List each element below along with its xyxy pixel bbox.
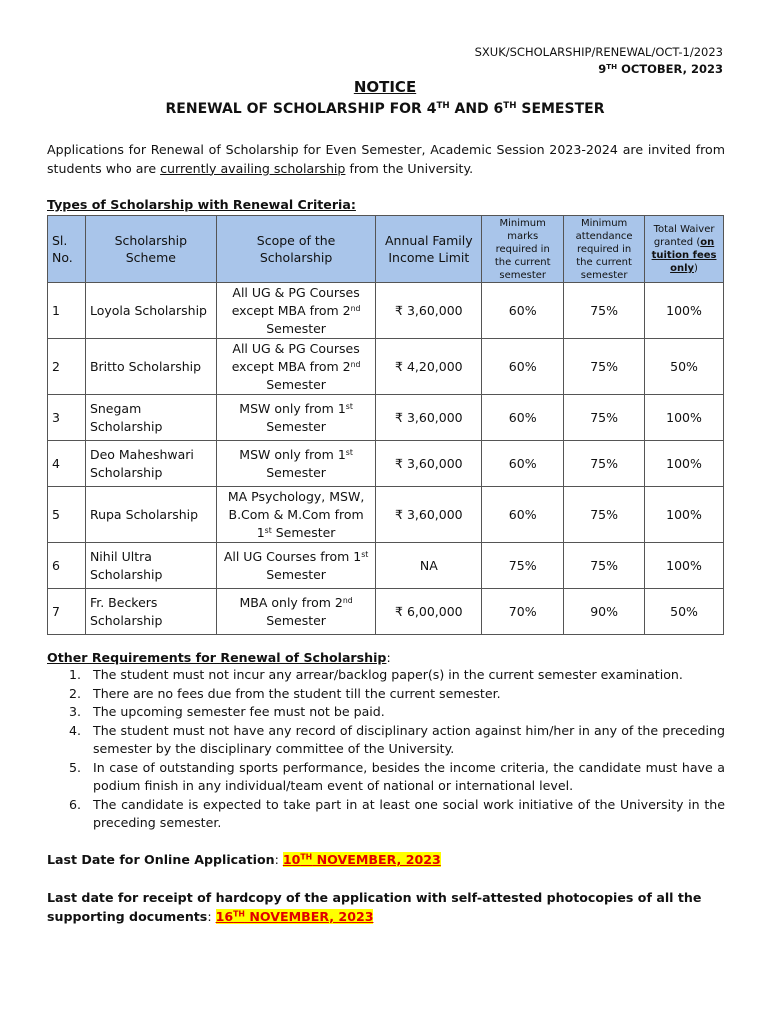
cell-waiver: 50% bbox=[645, 589, 724, 635]
table-header-row bbox=[48, 216, 724, 283]
cell-scheme: Deo Maheshwari Scholarship bbox=[85, 441, 216, 487]
cell-marks: 60% bbox=[482, 441, 564, 487]
cell-income: ₹ 3,60,000 bbox=[376, 283, 482, 339]
header-sl: Sl. No. bbox=[48, 216, 86, 283]
cell-scheme: Fr. Beckers Scholarship bbox=[85, 589, 216, 635]
cell-sl: 3 bbox=[48, 395, 86, 441]
hardcopy-deadline: Last date for receipt of hardcopy of the application with self-attested photocopies of all the supporting documents: 16TH NOVEMBER, 2023 bbox=[47, 890, 702, 924]
cell-attendance: 75% bbox=[564, 395, 645, 441]
header-income: Annual Family Income Limit bbox=[376, 216, 482, 283]
cell-attendance: 75% bbox=[564, 441, 645, 487]
cell-scope: MBA only from 2nd Semester bbox=[216, 589, 376, 635]
list-item: 3. The upcoming semester fee must not be paid. bbox=[69, 704, 385, 719]
table-row bbox=[48, 339, 724, 395]
table-row bbox=[48, 283, 724, 339]
cell-waiver: 100% bbox=[645, 441, 724, 487]
other-requirements-heading: Other Requirements for Renewal of Scholarship: bbox=[47, 650, 391, 665]
list-item: 2. There are no fees due from the student till the current semester. bbox=[69, 685, 501, 701]
header-marks: Minimum marks required in the current semester bbox=[482, 216, 564, 283]
table-row bbox=[48, 441, 724, 487]
header-attendance: Minimum attendance required in the current semester bbox=[564, 216, 645, 283]
reference-number: SXUK/SCHOLARSHIP/RENEWAL/OCT-1/2023 bbox=[474, 45, 723, 59]
types-heading: Types of Scholarship with Renewal Criteria: bbox=[47, 197, 356, 212]
online-deadline-date: 10TH NOVEMBER, 2023 bbox=[282, 852, 441, 867]
cell-scheme: Britto Scholarship bbox=[85, 339, 216, 395]
notice-subtitle: RENEWAL OF SCHOLARSHIP FOR 4TH AND 6TH SEMESTER bbox=[165, 101, 605, 117]
cell-sl: 1 bbox=[48, 283, 86, 339]
cell-income: ₹ 3,60,000 bbox=[376, 487, 482, 543]
header-waiver: Total Waiver granted (on tuition fees only) bbox=[645, 216, 724, 283]
cell-marks: 60% bbox=[482, 283, 564, 339]
cell-sl: 6 bbox=[48, 543, 86, 589]
header-scope: Scope of the Scholarship bbox=[216, 216, 376, 283]
cell-income: ₹ 3,60,000 bbox=[376, 395, 482, 441]
table-row bbox=[48, 487, 724, 543]
table-row bbox=[48, 543, 724, 589]
intro-paragraph: Applications for Renewal of Scholarship for Even Semester, Academic Session 2023-2024 are invited from students who are currently availing scholarship from the University. bbox=[47, 142, 725, 176]
list-item: 5. In case of outstanding sports performance, besides the income criteria, the candidate must have a podium finish in any individual/team event of national or international level. bbox=[69, 759, 725, 793]
cell-waiver: 100% bbox=[645, 395, 724, 441]
cell-income: NA bbox=[376, 543, 482, 589]
cell-sl: 5 bbox=[48, 487, 86, 543]
cell-scope: All UG & PG Courses except MBA from 2nd Semester bbox=[216, 283, 376, 339]
intro-underlined: currently availing scholarship bbox=[160, 160, 346, 176]
list-item: 6. The candidate is expected to take part in at least one social work initiative of the University in the preceding semester. bbox=[69, 796, 725, 830]
cell-sl: 2 bbox=[48, 339, 86, 395]
header-scheme: Scholarship Scheme bbox=[85, 216, 216, 283]
cell-income: ₹ 3,60,000 bbox=[376, 441, 482, 487]
cell-marks: 60% bbox=[482, 395, 564, 441]
hardcopy-deadline-date: 16TH NOVEMBER, 2023 bbox=[215, 908, 374, 924]
cell-waiver: 100% bbox=[645, 543, 724, 589]
table-row bbox=[48, 395, 724, 441]
notice-title: NOTICE bbox=[353, 78, 417, 96]
cell-scope: MSW only from 1st Semester bbox=[216, 441, 376, 487]
cell-waiver: 100% bbox=[645, 283, 724, 339]
cell-sl: 7 bbox=[48, 589, 86, 635]
cell-scheme: Nihil Ultra Scholarship bbox=[85, 543, 216, 589]
cell-scope: MSW only from 1st Semester bbox=[216, 395, 376, 441]
cell-scheme: Loyola Scholarship bbox=[85, 283, 216, 339]
cell-attendance: 75% bbox=[564, 543, 645, 589]
notice-date: 9TH OCTOBER, 2023 bbox=[598, 62, 723, 76]
cell-marks: 60% bbox=[482, 487, 564, 543]
requirements-list bbox=[47, 666, 725, 833]
cell-income: ₹ 6,00,000 bbox=[376, 589, 482, 635]
table-row bbox=[48, 589, 724, 635]
cell-attendance: 75% bbox=[564, 283, 645, 339]
cell-attendance: 75% bbox=[564, 487, 645, 543]
cell-scope: All UG & PG Courses except MBA from 2nd Semester bbox=[216, 339, 376, 395]
cell-scope: All UG Courses from 1st Semester bbox=[216, 543, 376, 589]
cell-marks: 70% bbox=[482, 589, 564, 635]
cell-marks: 60% bbox=[482, 339, 564, 395]
cell-scheme: Snegam Scholarship bbox=[85, 395, 216, 441]
cell-sl: 4 bbox=[48, 441, 86, 487]
cell-scope: MA Psychology, MSW, B.Com & M.Com from 1st Semester bbox=[216, 487, 376, 543]
online-deadline: Last Date for Online Application: 10TH NOVEMBER, 2023 bbox=[47, 852, 441, 867]
cell-attendance: 90% bbox=[564, 589, 645, 635]
list-item: 1. The student must not incur any arrear/backlog paper(s) in the current semester examination. bbox=[69, 667, 683, 682]
cell-scheme: Rupa Scholarship bbox=[85, 487, 216, 543]
cell-marks: 75% bbox=[482, 543, 564, 589]
cell-attendance: 75% bbox=[564, 339, 645, 395]
list-item: 4. The student must not have any record of disciplinary action against him/her in any of the preceding semester by the disciplinary committee of the University. bbox=[69, 722, 725, 756]
cell-waiver: 50% bbox=[645, 339, 724, 395]
cell-income: ₹ 4,20,000 bbox=[376, 339, 482, 395]
cell-waiver: 100% bbox=[645, 487, 724, 543]
scholarship-table bbox=[47, 215, 724, 635]
reference-block bbox=[475, 44, 723, 78]
